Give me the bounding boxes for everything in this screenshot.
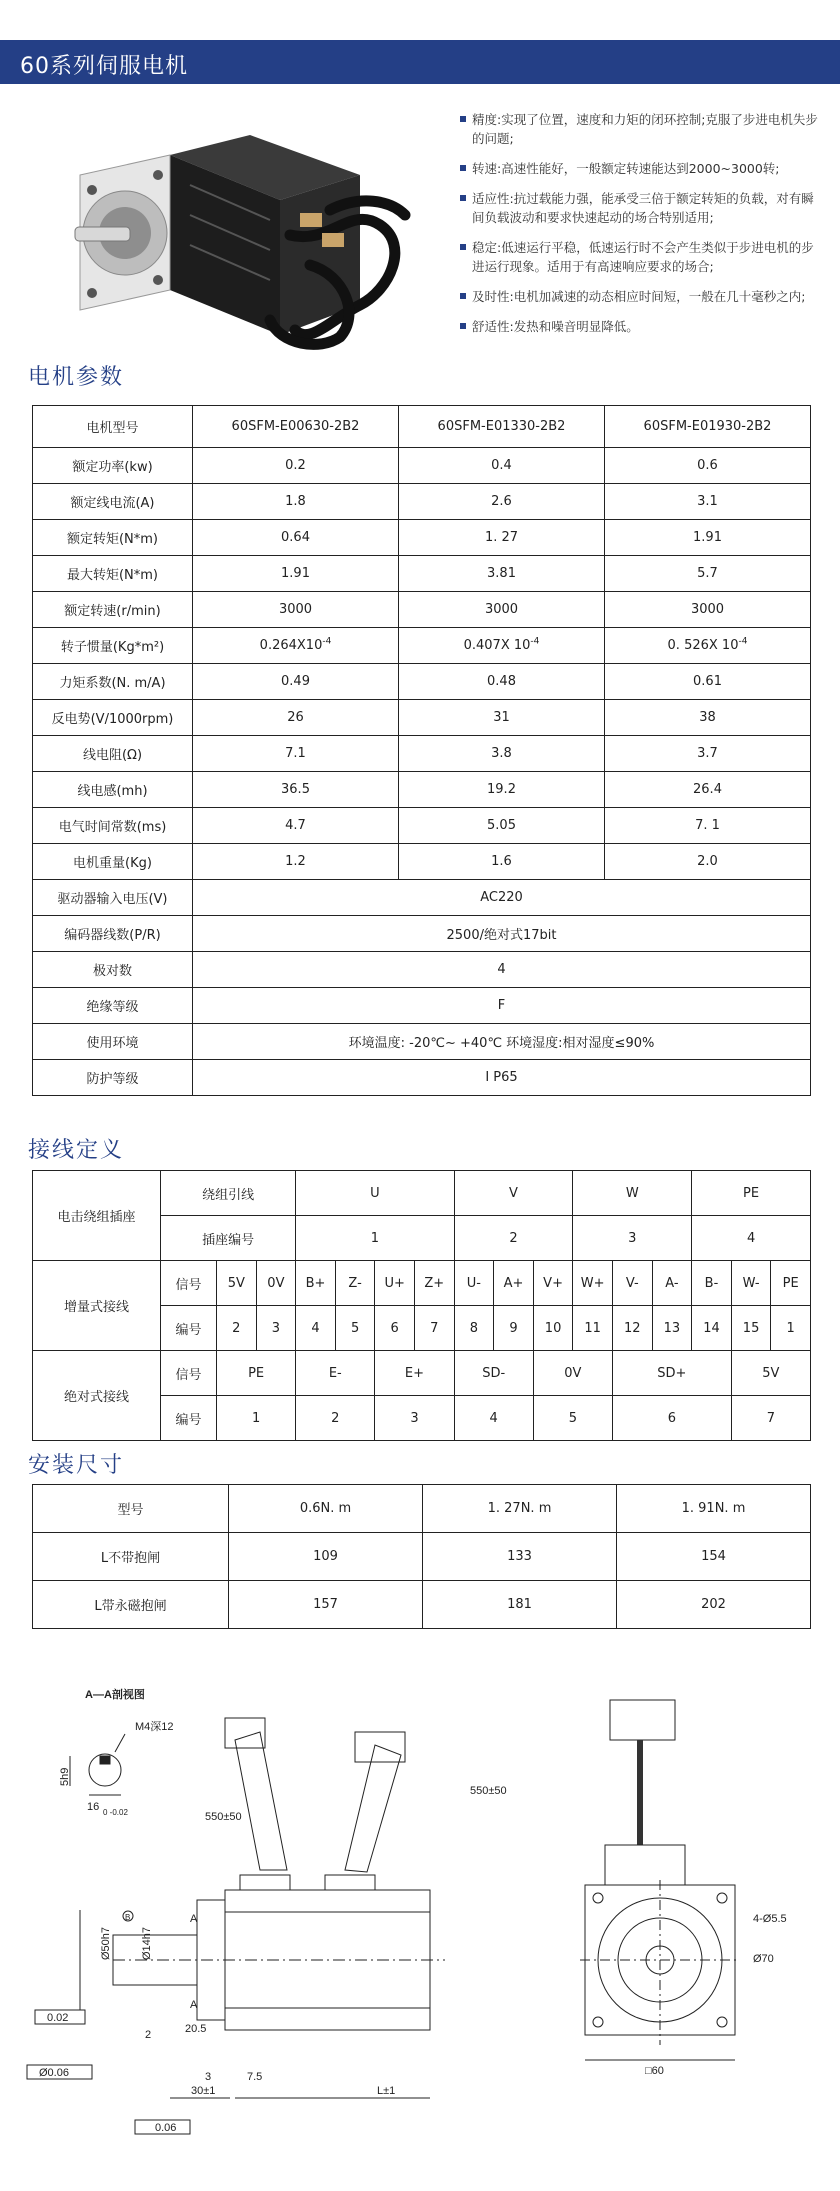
cable2-dim: 550±50 [470, 1785, 507, 1797]
table-cell: 6 [612, 1396, 731, 1441]
table-row [33, 1533, 811, 1581]
table-cell: 0.61 [605, 664, 811, 700]
table-cell: 2500/绝对式17bit [193, 916, 811, 952]
table-cell: W+ [573, 1261, 613, 1306]
table-cell: 5 [335, 1306, 375, 1351]
row-label: 绝缘等级 [33, 988, 193, 1024]
section-mark-a: A [190, 1999, 198, 2011]
table-row [33, 700, 811, 736]
table-cell: 2.0 [605, 844, 811, 880]
absolute-label: 绝对式接线 [33, 1351, 161, 1441]
table-cell: B- [692, 1261, 732, 1306]
feature-item: 舒适性:发热和噪音明显降低。 [460, 317, 820, 336]
table-row [33, 406, 811, 448]
feature-list [460, 110, 820, 347]
table-cell: 4 [296, 1306, 336, 1351]
feature-item: 稳定:低速运行平稳，低速运行时不会产生类似于步进电机的步进运行现象。适用于有高速响应要求的场合; [460, 238, 820, 276]
cell: 1 [296, 1216, 454, 1261]
table-row [33, 664, 811, 700]
connector-plug [300, 213, 322, 227]
row-label: 电气时间常数(ms) [33, 808, 193, 844]
table-row [33, 952, 811, 988]
install-size-table [32, 1484, 811, 1629]
table-cell: 1.6 [399, 844, 605, 880]
table-cell [193, 628, 399, 664]
table-cell: 7.1 [193, 736, 399, 772]
datum-b: B [125, 1913, 131, 1922]
table-cell: 1.8 [193, 484, 399, 520]
cable1-dim: 550±50 [205, 1811, 242, 1823]
table-cell: 1 [217, 1396, 296, 1441]
row-label: 使用环境 [33, 1024, 193, 1060]
row-label: 转子惯量(Kg*m²) [33, 628, 193, 664]
row-label: L带永磁抱闸 [33, 1581, 229, 1629]
table-row [33, 988, 811, 1024]
table-cell: 8 [454, 1306, 494, 1351]
title-banner [0, 40, 840, 84]
header-cell: 1. 91N. m [617, 1485, 811, 1533]
motor-flange [75, 155, 170, 310]
table-cell [605, 628, 811, 664]
number-label: 编号 [161, 1306, 217, 1351]
dim-2: 2 [145, 2029, 152, 2041]
table-row [33, 808, 811, 844]
side-view [27, 1718, 507, 2134]
row-label: 线电感(mh) [33, 772, 193, 808]
table-cell: 1. 27 [399, 520, 605, 556]
table-cell: 7 [731, 1396, 810, 1441]
table-cell: 36.5 [193, 772, 399, 808]
table-row [33, 1024, 811, 1060]
table-cell: 0.48 [399, 664, 605, 700]
table-row [33, 520, 811, 556]
gdt-perp: 0.06 [155, 2122, 177, 2134]
table-cell: 181 [423, 1581, 617, 1629]
table-cell: E- [296, 1351, 375, 1396]
table-cell: W- [731, 1261, 771, 1306]
row-label: 线电阻(Ω) [33, 736, 193, 772]
table-cell: 157 [229, 1581, 423, 1629]
table-cell: 1.91 [605, 520, 811, 556]
cell-value: 0.407X 10 [463, 638, 531, 653]
table-cell: 13 [652, 1306, 692, 1351]
motor-params-table [32, 405, 811, 1096]
front-view [580, 1700, 787, 2077]
row-label: 力矩系数(N. m/A) [33, 664, 193, 700]
table-cell: SD+ [612, 1351, 731, 1396]
winding-lead-label: 绕组引线 [161, 1171, 296, 1216]
dim-L: L±1 [377, 2085, 396, 2097]
table-row [33, 448, 811, 484]
table-cell: V- [612, 1261, 652, 1306]
table-cell: I P65 [193, 1060, 811, 1096]
table-cell: 2 [296, 1396, 375, 1441]
cell: 3 [573, 1216, 692, 1261]
dim-50h7: Ø50h7 [100, 1926, 112, 1960]
table-row [33, 1060, 811, 1096]
table-cell: 5V [731, 1351, 810, 1396]
table-cell: PE [217, 1351, 296, 1396]
table-cell: 4 [454, 1396, 533, 1441]
table-cell: 4.7 [193, 808, 399, 844]
feature-item: 适应性:抗过载能力强，能承受三倍于额定转矩的负载，对有瞬间负载波动和要求快速起动的场合特别适用; [460, 189, 820, 227]
table-cell: V+ [533, 1261, 573, 1306]
m4-label: M4深12 [135, 1721, 174, 1733]
table-cell: A- [652, 1261, 692, 1306]
table-cell: 60SFM-E01930-2B2 [605, 406, 811, 448]
table-row [33, 628, 811, 664]
table-cell: 1.2 [193, 844, 399, 880]
table-header-row [33, 1485, 811, 1533]
table-cell: F [193, 988, 811, 1024]
table-cell: Z- [335, 1261, 375, 1306]
table-row [33, 484, 811, 520]
table-cell: 9 [494, 1306, 534, 1351]
motor-socket-label: 电击绕组插座 [33, 1171, 161, 1261]
holes-dim: 4-Ø5.5 [753, 1913, 787, 1925]
exponent: -4 [322, 636, 332, 647]
table-cell: A+ [494, 1261, 534, 1306]
table-cell: 环境温度: -20℃~ +40℃ 环境湿度:相对湿度≤90% [193, 1024, 811, 1060]
table-row [33, 1581, 811, 1629]
header-cell: 0.6N. m [229, 1485, 423, 1533]
table-cell: 26.4 [605, 772, 811, 808]
dim-5h9: 5h9 [59, 1767, 71, 1786]
row-label: 额定转矩(N*m) [33, 520, 193, 556]
incremental-label: 增量式接线 [33, 1261, 161, 1351]
table-cell: 38 [605, 700, 811, 736]
row-label: 电机重量(Kg) [33, 844, 193, 880]
gdt-runout: Ø0.06 [39, 2067, 69, 2079]
table-cell: 12 [612, 1306, 652, 1351]
dim-30: 30±1 [191, 2085, 216, 2097]
row-label: 驱动器输入电压(V) [33, 880, 193, 916]
cell: U [296, 1171, 454, 1216]
dim-16: 16 [87, 1801, 100, 1813]
table-cell: 7 [414, 1306, 454, 1351]
row-label: 额定转速(r/min) [33, 592, 193, 628]
table-cell: 3.7 [605, 736, 811, 772]
table-row [33, 556, 811, 592]
servo-motor-illustration [60, 115, 420, 350]
table-row [33, 916, 811, 952]
table-cell: 0V [533, 1351, 612, 1396]
table-row [33, 844, 811, 880]
table-cell: U+ [375, 1261, 415, 1306]
cell: W [573, 1171, 692, 1216]
table-cell: 26 [193, 700, 399, 736]
table-cell: AC220 [193, 880, 811, 916]
table-cell: 109 [229, 1533, 423, 1581]
dim-16-tol: 0 -0.02 [103, 1808, 128, 1817]
table-cell: 15 [731, 1306, 771, 1351]
table-cell: 2 [217, 1306, 257, 1351]
row-label: 防护等级 [33, 1060, 193, 1096]
socket-number-label: 插座编号 [161, 1216, 296, 1261]
dimension-drawing [25, 1660, 825, 2180]
row-label: 反电势(V/1000rpm) [33, 700, 193, 736]
table-cell: Z+ [414, 1261, 454, 1306]
table-cell: 19.2 [399, 772, 605, 808]
flatness: 0.02 [47, 2012, 69, 2024]
section-view-a-a [59, 1687, 174, 1817]
cell: 4 [692, 1216, 811, 1261]
row-label: 最大转矩(N*m) [33, 556, 193, 592]
table-cell: 0.6 [605, 448, 811, 484]
table-cell: 4 [193, 952, 811, 988]
table-cell: SD- [454, 1351, 533, 1396]
row-label: 额定线电流(A) [33, 484, 193, 520]
table-cell: U- [454, 1261, 494, 1306]
table-cell: 3.8 [399, 736, 605, 772]
number-label: 编号 [161, 1396, 217, 1441]
table-cell: 0.49 [193, 664, 399, 700]
table-cell: 11 [573, 1306, 613, 1351]
table-cell: 3.81 [399, 556, 605, 592]
table-cell: 6 [375, 1306, 415, 1351]
table-cell: 1.91 [193, 556, 399, 592]
section-title-params: 电机参数 [28, 365, 125, 390]
table-cell: 3 [375, 1396, 454, 1441]
table-cell: 0.4 [399, 448, 605, 484]
table-cell: 3.1 [605, 484, 811, 520]
exponent: -4 [738, 636, 748, 647]
table-cell: 133 [423, 1533, 617, 1581]
table-cell: 60SFM-E01330-2B2 [399, 406, 605, 448]
row-label: 电机型号 [33, 406, 193, 448]
table-cell: B+ [296, 1261, 336, 1306]
table-row [33, 772, 811, 808]
cell: PE [692, 1171, 811, 1216]
table-cell: 1 [771, 1306, 811, 1351]
cell-value: 0. 526X 10 [667, 638, 739, 653]
table-cell: 7. 1 [605, 808, 811, 844]
table-cell: 31 [399, 700, 605, 736]
signal-label: 信号 [161, 1261, 217, 1306]
header-cell: 型号 [33, 1485, 229, 1533]
table-cell: 5.7 [605, 556, 811, 592]
section-title-install: 安装尺寸 [28, 1453, 125, 1478]
section-view-label: A—A剖视图 [85, 1689, 145, 1701]
signal-label: 信号 [161, 1351, 217, 1396]
header-cell: 1. 27N. m [423, 1485, 617, 1533]
row-label: 编码器线数(P/R) [33, 916, 193, 952]
table-cell: 0V [256, 1261, 296, 1306]
feature-item: 及时性:电机加减速的动态相应时间短，一般在几十毫秒之内; [460, 287, 820, 306]
feature-item: 精度:实现了位置，速度和力矩的闭环控制;克服了步进电机失步的问题; [460, 110, 820, 148]
table-cell [399, 628, 605, 664]
dim-20-5: 20.5 [185, 2023, 207, 2035]
table-cell: 10 [533, 1306, 573, 1351]
square-60: □60 [645, 2065, 664, 2077]
table-cell: E+ [375, 1351, 454, 1396]
table-cell: 0.2 [193, 448, 399, 484]
dim-14h7: Ø14h7 [141, 1926, 153, 1960]
table-cell: 3000 [605, 592, 811, 628]
row-label: L不带抱闸 [33, 1533, 229, 1581]
table-cell: 5.05 [399, 808, 605, 844]
table-cell: 3000 [193, 592, 399, 628]
table-row [33, 736, 811, 772]
dim-7-5: 7.5 [247, 2071, 263, 2083]
table-cell: 14 [692, 1306, 732, 1351]
dim-3: 3 [205, 2071, 212, 2083]
feature-item: 转速:高速性能好，一般额定转速能达到2000~3000转; [460, 159, 820, 178]
table-cell: 5V [217, 1261, 257, 1306]
table-cell: 5 [533, 1396, 612, 1441]
table-cell: 3000 [399, 592, 605, 628]
cell: V [454, 1171, 573, 1216]
table-cell: PE [771, 1261, 811, 1306]
section-title-wiring: 接线定义 [28, 1138, 125, 1163]
table-cell: 202 [617, 1581, 811, 1629]
wiring-table [32, 1170, 811, 1441]
row-label: 额定功率(kw) [33, 448, 193, 484]
connector-plug [322, 233, 344, 247]
cell: 2 [454, 1216, 573, 1261]
table-row [33, 880, 811, 916]
exponent: -4 [530, 636, 540, 647]
table-cell: 3 [256, 1306, 296, 1351]
cell-value: 0.264X10 [259, 638, 323, 653]
table-cell: 60SFM-E00630-2B2 [193, 406, 399, 448]
table-cell: 154 [617, 1533, 811, 1581]
dia-70: Ø70 [753, 1953, 774, 1965]
section-mark-a: A [190, 1913, 198, 1925]
table-cell: 0.64 [193, 520, 399, 556]
row-label: 极对数 [33, 952, 193, 988]
page-title: 60系列伺服电机 [20, 54, 188, 79]
table-cell: 2.6 [399, 484, 605, 520]
table-row [33, 592, 811, 628]
